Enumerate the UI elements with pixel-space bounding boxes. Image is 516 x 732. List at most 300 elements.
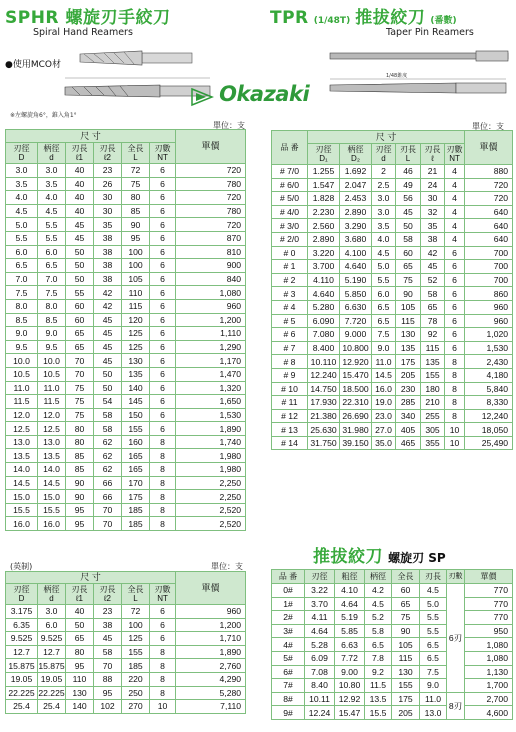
table-cell: 38: [94, 231, 122, 245]
table-cell: 58: [421, 287, 445, 301]
table-cell: 100: [122, 618, 150, 632]
table-row: [272, 260, 513, 274]
table-row: [272, 368, 513, 382]
table-cell: 22.310: [340, 396, 372, 410]
table-cell: 8: [150, 476, 176, 490]
table-cell: 7.5: [372, 328, 396, 342]
table-cell: 6: [150, 218, 176, 232]
table-cell: 19.0: [372, 396, 396, 410]
tpr-header-length: 刃長 L: [396, 144, 421, 165]
table-cell: 7.08: [305, 665, 335, 679]
table-cell: 165: [122, 449, 150, 463]
table-cell: 140: [122, 381, 150, 395]
table-cell: 170: [122, 476, 150, 490]
table-cell: 1,700: [465, 679, 513, 693]
table-cell: 175: [392, 692, 420, 706]
table-cell: 1.547: [308, 178, 340, 192]
table-cell: 130: [392, 665, 420, 679]
table-cell: 4.0: [38, 191, 66, 205]
table-cell: 6: [445, 287, 465, 301]
table-cell: 58: [94, 422, 122, 436]
sphr-header-l1: 刃長 ℓ1: [66, 143, 94, 164]
table-cell: 1,080: [465, 638, 513, 652]
table-cell: 130: [396, 328, 421, 342]
table-cell: 31.980: [340, 423, 372, 437]
table-cell: 80: [66, 435, 94, 449]
table-cell: 10.5: [6, 367, 38, 381]
table-cell: 12.0: [6, 408, 38, 422]
table-cell: 6: [150, 299, 176, 313]
table-row: [6, 272, 246, 286]
table-row: [6, 672, 246, 686]
table-row: [272, 192, 513, 206]
table-cell: 85: [122, 204, 150, 218]
table-cell: 2.453: [340, 192, 372, 206]
table-cell: 55: [66, 286, 94, 300]
table-row: [272, 341, 513, 355]
table-cell: 2,700: [465, 692, 513, 706]
table-cell: 85: [66, 449, 94, 463]
tpr-header-nt: 刃數 NT: [445, 144, 465, 165]
table-cell: 5.8: [365, 624, 392, 638]
table-cell: 640: [465, 219, 513, 233]
table-cell: # 5: [272, 314, 308, 328]
sp-header-nt: 刃數: [447, 570, 465, 584]
table-row: [272, 300, 513, 314]
table-cell: 10.800: [340, 341, 372, 355]
table-cell: 3.175: [6, 605, 38, 619]
sp-header-item: 品 番: [272, 570, 305, 584]
table-cell: 2.5: [372, 178, 396, 192]
table-cell: # 12: [272, 409, 308, 423]
table-cell: 125: [122, 327, 150, 341]
table-cell: 54: [94, 395, 122, 409]
table-cell: 90: [392, 624, 420, 638]
table-cell: 1,320: [176, 381, 246, 395]
table-cell: 75: [392, 611, 420, 625]
table-cell: 8.5: [38, 313, 66, 327]
table-cell: 5.28: [305, 638, 335, 652]
table-cell: 6.63: [335, 638, 365, 652]
table-cell: 70: [94, 503, 122, 517]
table-cell: 12.5: [38, 422, 66, 436]
table-cell: # 6: [272, 328, 308, 342]
table-cell: 4.5: [38, 204, 66, 218]
table-cell: 19.05: [38, 672, 66, 686]
table-cell: 6: [445, 300, 465, 314]
table-cell: 2,250: [176, 490, 246, 504]
table-cell: 155: [421, 368, 445, 382]
table-cell: 75: [122, 177, 150, 191]
table-cell: 4,600: [465, 706, 513, 720]
table-row: [6, 632, 246, 646]
table-cell: 6: [150, 164, 176, 178]
table-cell: 3.0: [38, 164, 66, 178]
table-cell: 150: [122, 408, 150, 422]
taper-reamer-drawing: [326, 45, 516, 115]
table-row: [6, 204, 246, 218]
table-cell: 7#: [272, 679, 305, 693]
table-cell: # 14: [272, 436, 308, 450]
table-row: [6, 686, 246, 700]
table-cell: 4.0: [6, 191, 38, 205]
table-cell: 6: [150, 422, 176, 436]
table-cell: 6: [150, 245, 176, 259]
table-cell: 92: [421, 328, 445, 342]
table-cell: 210: [421, 396, 445, 410]
table-row: [272, 665, 513, 679]
table-row: [6, 340, 246, 354]
table-cell: 58: [94, 645, 122, 659]
table-cell: 3.5: [372, 219, 396, 233]
tpr-header-d2: 柄徑 D₂: [340, 144, 372, 165]
table-cell: # 5/0: [272, 192, 308, 206]
table-cell: 10: [150, 700, 176, 714]
table-cell: 4,180: [465, 368, 513, 382]
table-cell: 270: [122, 700, 150, 714]
table-row: [6, 395, 246, 409]
table-cell: 45: [66, 218, 94, 232]
table-row: [6, 313, 246, 327]
table-cell: 60: [66, 313, 94, 327]
table-cell: 780: [176, 204, 246, 218]
table-cell: 23: [94, 605, 122, 619]
table-cell: 155: [392, 679, 420, 693]
table-cell: 25.4: [38, 700, 66, 714]
table-cell: 95: [66, 659, 94, 673]
table-cell: 6: [445, 273, 465, 287]
table-cell: 6.090: [308, 314, 340, 328]
table-cell: # 1: [272, 260, 308, 274]
table-cell: 6: [150, 381, 176, 395]
table-cell: 6.5: [372, 300, 396, 314]
table-cell: # 2/0: [272, 232, 308, 246]
table-cell: 65: [392, 597, 420, 611]
table-cell: # 0: [272, 246, 308, 260]
table-cell: 9.5: [6, 340, 38, 354]
table-row: [272, 409, 513, 423]
table-cell: 720: [176, 164, 246, 178]
table-cell: 90: [66, 476, 94, 490]
table-cell: 900: [176, 259, 246, 273]
table-cell: 5#: [272, 651, 305, 665]
table-cell: 7.72: [335, 651, 365, 665]
table-cell: 32: [421, 205, 445, 219]
table-cell: 5,840: [465, 382, 513, 396]
table-cell: 10.80: [335, 679, 365, 693]
table-row: [272, 611, 513, 625]
table-row: [272, 328, 513, 342]
table-row: [272, 165, 513, 179]
table-cell: 4.64: [335, 597, 365, 611]
table-row: [6, 659, 246, 673]
table-cell: 6: [150, 259, 176, 273]
table-cell: 10: [445, 436, 465, 450]
table-cell: 5.0: [6, 218, 38, 232]
table-cell: 115: [122, 299, 150, 313]
table-cell: 24: [421, 178, 445, 192]
table-cell: 2,430: [465, 355, 513, 369]
inch-header-l2: 刃長 ℓ2: [94, 584, 122, 605]
table-cell: # 9: [272, 368, 308, 382]
table-cell: 15.5: [6, 503, 38, 517]
table-cell: 7.0: [38, 272, 66, 286]
table-cell: 5.2: [365, 611, 392, 625]
table-cell: 45: [66, 231, 94, 245]
table-cell: 45: [396, 205, 421, 219]
table-cell: 12.5: [6, 422, 38, 436]
table-cell: 8: [150, 686, 176, 700]
table-cell: 8#: [272, 692, 305, 706]
table-cell: 9.525: [38, 632, 66, 646]
table-cell: 250: [122, 686, 150, 700]
table-cell: 8: [150, 517, 176, 531]
table-row: [272, 246, 513, 260]
table-cell: 220: [122, 672, 150, 686]
table-cell: 35: [421, 219, 445, 233]
table-cell: 9.0: [420, 679, 447, 693]
table-cell: 14.5: [6, 476, 38, 490]
table-cell: 4: [445, 219, 465, 233]
table-cell: 16.0: [38, 517, 66, 531]
table-cell: 6.5: [38, 259, 66, 273]
table-cell: 135: [421, 355, 445, 369]
sphr-drawing-note: ※左螺旋角6°，錐入角1°: [10, 112, 77, 119]
table-cell: 6: [150, 286, 176, 300]
table-cell: 13.0: [420, 706, 447, 720]
table-cell: 27.0: [372, 423, 396, 437]
sp-header-rough: 粗徑: [335, 570, 365, 584]
table-cell: 4: [445, 165, 465, 179]
table-cell: 6: [150, 395, 176, 409]
table-cell: 8: [445, 355, 465, 369]
table-cell: 12.0: [38, 408, 66, 422]
table-cell: 135: [122, 367, 150, 381]
table-cell: 4.64: [305, 624, 335, 638]
table-cell: 38: [94, 618, 122, 632]
table-cell: 3.0: [372, 205, 396, 219]
table-cell: 3.220: [308, 246, 340, 260]
table-cell: 7.0: [6, 272, 38, 286]
table-cell: 40: [66, 204, 94, 218]
inch-label: (英制): [10, 562, 33, 571]
table-cell: 115: [421, 341, 445, 355]
table-row: [6, 164, 246, 178]
table-cell: 21.380: [308, 409, 340, 423]
table-cell: 13.5: [365, 692, 392, 706]
tpr-group-header: 尺 寸: [308, 131, 465, 144]
table-cell: 6: [445, 260, 465, 274]
table-cell: 1,650: [176, 395, 246, 409]
table-cell: 4: [445, 205, 465, 219]
table-cell: 7,110: [176, 700, 246, 714]
table-cell: 35.0: [372, 436, 396, 450]
table-cell: 1,080: [176, 286, 246, 300]
table-cell: 6: [150, 605, 176, 619]
tpr-table: [271, 130, 513, 450]
table-cell: 355: [421, 436, 445, 450]
table-cell: 52: [421, 273, 445, 287]
table-row: [6, 231, 246, 245]
okazaki-logo-mark-icon: [190, 85, 214, 109]
inch-header-l1: 刃長 ℓ1: [66, 584, 94, 605]
table-cell: 185: [122, 517, 150, 531]
table-cell: 42: [94, 299, 122, 313]
table-cell: 72: [122, 164, 150, 178]
table-cell: 39.150: [340, 436, 372, 450]
table-cell: 50: [66, 618, 94, 632]
table-cell: 11.0: [38, 381, 66, 395]
table-cell: 6.0: [38, 245, 66, 259]
table-cell: 140: [66, 700, 94, 714]
table-cell: # 11: [272, 396, 308, 410]
table-cell: 8.400: [308, 341, 340, 355]
table-cell: 720: [465, 178, 513, 192]
table-cell: 66: [94, 476, 122, 490]
table-cell: 30: [94, 191, 122, 205]
table-cell: 10.110: [308, 355, 340, 369]
table-row: [272, 273, 513, 287]
table-cell: 3.0: [6, 164, 38, 178]
table-cell: 15.5: [38, 503, 66, 517]
table-cell: 50: [94, 381, 122, 395]
table-cell: 175: [122, 490, 150, 504]
table-row: [6, 463, 246, 477]
table-row: [272, 423, 513, 437]
table-row: [272, 314, 513, 328]
table-cell: 10.0: [38, 354, 66, 368]
table-cell: 2.890: [340, 205, 372, 219]
table-cell: 6: [150, 313, 176, 327]
table-row: [272, 679, 513, 693]
table-cell: 6#: [272, 665, 305, 679]
table-cell: 2.047: [340, 178, 372, 192]
table-cell: 1,170: [176, 354, 246, 368]
table-cell: 72: [122, 605, 150, 619]
table-row: [272, 638, 513, 652]
table-cell: 60: [66, 299, 94, 313]
table-cell: 1,200: [176, 313, 246, 327]
table-cell: 4.100: [340, 246, 372, 260]
table-cell: 7.720: [340, 314, 372, 328]
table-cell: 13.0: [6, 435, 38, 449]
table-cell: 45: [94, 632, 122, 646]
table-cell: 4: [445, 178, 465, 192]
table-cell: 4.640: [308, 287, 340, 301]
table-cell: 11.5: [38, 395, 66, 409]
table-row: [6, 435, 246, 449]
table-cell: 2.560: [308, 219, 340, 233]
table-cell: 6: [150, 354, 176, 368]
table-cell: 4.110: [308, 273, 340, 287]
table-cell: 3.22: [305, 584, 335, 598]
table-cell: 720: [465, 192, 513, 206]
table-cell: 115: [396, 314, 421, 328]
table-cell: 8: [445, 382, 465, 396]
table-row: [6, 299, 246, 313]
table-cell: 7.5: [38, 286, 66, 300]
table-cell: 22.225: [6, 686, 38, 700]
table-cell: 870: [176, 231, 246, 245]
table-cell: 770: [465, 597, 513, 611]
table-row: [272, 205, 513, 219]
table-cell: 700: [465, 246, 513, 260]
table-cell: 1,890: [176, 422, 246, 436]
table-cell: 9.0: [38, 327, 66, 341]
table-cell: 18.500: [340, 382, 372, 396]
table-cell: 960: [465, 300, 513, 314]
table-cell: 66: [94, 490, 122, 504]
table-cell: 8: [445, 368, 465, 382]
table-cell: 8: [150, 463, 176, 477]
table-cell: 205: [396, 368, 421, 382]
table-row: [6, 327, 246, 341]
table-cell: 62: [94, 449, 122, 463]
table-cell: 4.2: [365, 584, 392, 598]
table-cell: 3.5: [38, 177, 66, 191]
table-cell: 14.5: [38, 476, 66, 490]
table-cell: 65: [66, 340, 94, 354]
sp-header-d: 刃徑: [305, 570, 335, 584]
table-cell: 640: [465, 205, 513, 219]
table-cell: 13.5: [38, 449, 66, 463]
table-cell: 58: [396, 232, 421, 246]
inch-table: [5, 571, 246, 714]
table-row: [6, 408, 246, 422]
table-cell: 4.0: [372, 232, 396, 246]
tpr-header-price: 單價: [465, 131, 513, 165]
table-cell: 8.5: [6, 313, 38, 327]
tpr-header-d: 刃徑 d: [372, 144, 396, 165]
table-cell: 1#: [272, 597, 305, 611]
table-cell: 1.828: [308, 192, 340, 206]
table-cell: 14.750: [308, 382, 340, 396]
table-row: [272, 178, 513, 192]
table-cell: 230: [396, 382, 421, 396]
table-cell: 14.5: [372, 368, 396, 382]
table-cell: 145: [122, 395, 150, 409]
table-cell: 950: [465, 624, 513, 638]
table-cell: 75: [396, 273, 421, 287]
table-cell: 130: [122, 354, 150, 368]
table-cell: 9#: [272, 706, 305, 720]
table-cell: 14.0: [6, 463, 38, 477]
table-cell: 4: [445, 232, 465, 246]
table-cell: 5.0: [372, 260, 396, 274]
table-cell: # 13: [272, 423, 308, 437]
table-cell: 6.5: [6, 259, 38, 273]
table-row: [272, 584, 513, 598]
table-cell: 8: [150, 449, 176, 463]
table-cell: 90: [66, 490, 94, 504]
table-cell: 9.0: [372, 341, 396, 355]
table-cell: 56: [396, 192, 421, 206]
table-cell: 130: [66, 686, 94, 700]
table-cell: 45: [421, 260, 445, 274]
table-cell: 78: [421, 314, 445, 328]
tpr-table-body: [272, 165, 513, 450]
table-cell: 12.240: [308, 368, 340, 382]
table-cell: 720: [176, 191, 246, 205]
table-cell: 6.5: [365, 638, 392, 652]
table-cell: 26: [94, 177, 122, 191]
table-cell: 5.5: [38, 231, 66, 245]
table-cell: 49: [396, 178, 421, 192]
table-cell: 185: [122, 659, 150, 673]
table-cell: 100: [122, 259, 150, 273]
table-cell: 810: [176, 245, 246, 259]
table-cell: 3.290: [340, 219, 372, 233]
